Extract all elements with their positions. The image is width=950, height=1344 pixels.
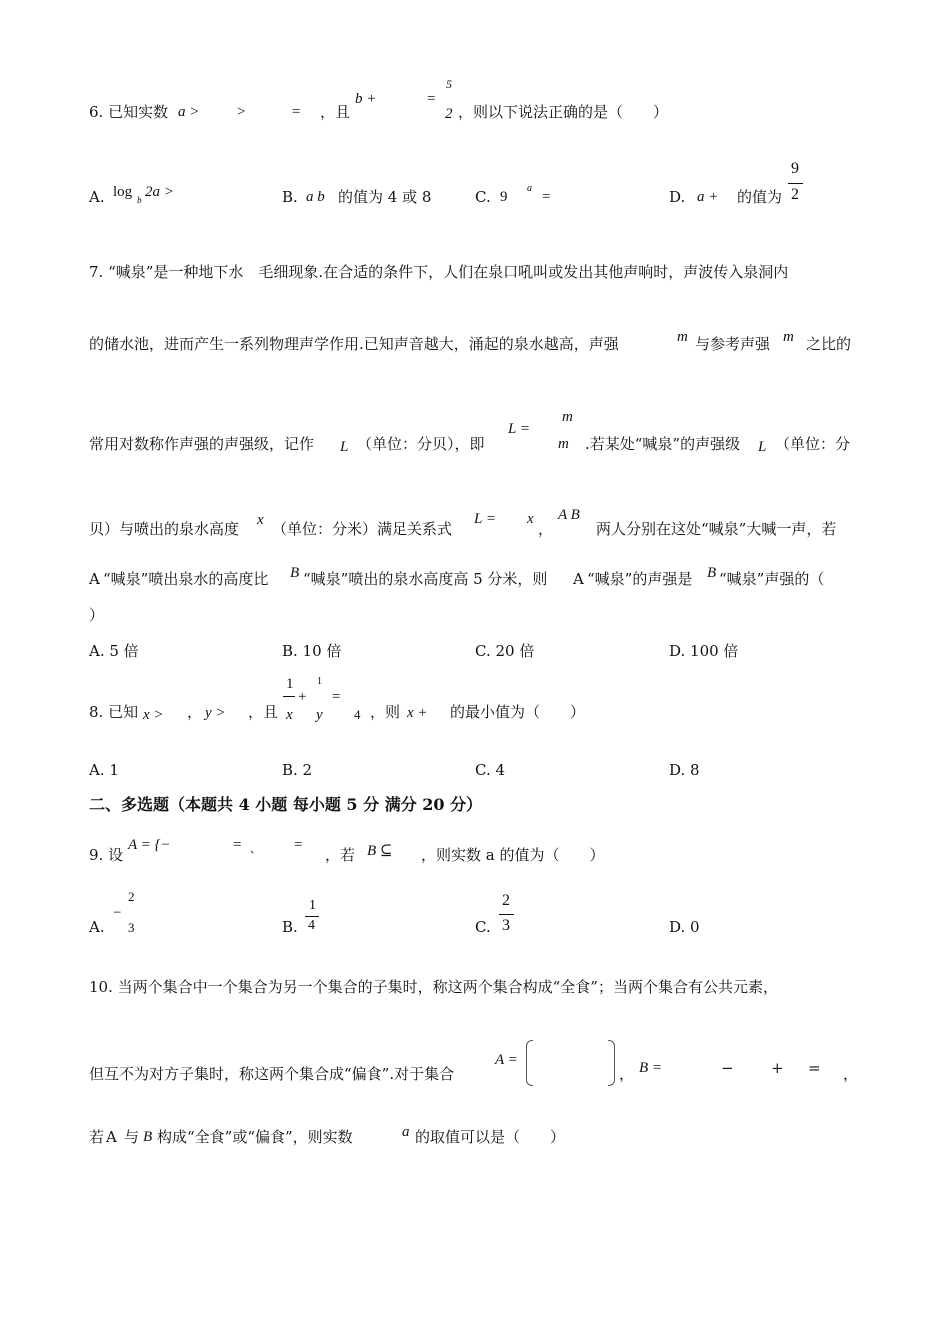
q9-option-b-bot: 4 bbox=[308, 918, 315, 933]
q7-line-5d: “喊泉”声强的（ bbox=[719, 570, 825, 588]
q8-comma1: ， bbox=[187, 703, 203, 721]
q8-mid: ，则 bbox=[370, 703, 401, 721]
q9-option-c-top: 2 bbox=[502, 892, 510, 909]
q10-eq: = bbox=[808, 1059, 821, 1077]
q8-suffix: 的最小值为（ ） bbox=[450, 703, 586, 721]
q6-option-a-rest: 2a > bbox=[145, 184, 174, 200]
q10-plus: + bbox=[771, 1059, 784, 1077]
q6-math-a-gt: a > bbox=[178, 104, 200, 120]
q8-option-a: A. 1 bbox=[89, 761, 119, 779]
q10-set-right-brace bbox=[608, 1040, 615, 1086]
q7-line-5-A2: A bbox=[573, 570, 584, 588]
q6-option-b-text: 的值为 4 或 8 bbox=[338, 188, 432, 206]
q9-mid: ，若 bbox=[325, 846, 356, 864]
q7-m: m bbox=[677, 329, 688, 345]
q6-option-b-label: B. bbox=[282, 188, 298, 206]
q8-frac2-top: 1 bbox=[317, 676, 322, 687]
q10-tail: ， bbox=[843, 1065, 859, 1083]
q8-frac1-top: 1 bbox=[286, 676, 294, 692]
q7-m0: m bbox=[783, 329, 794, 345]
q7-line-2c: 之比的 bbox=[806, 335, 852, 353]
section-2-title: 二、多选题（本题共 4 小题 每小题 5 分 满分 20 分） bbox=[89, 795, 483, 814]
q6-stem-mid: ，且 bbox=[320, 103, 351, 121]
q9-option-a-bot: 3 bbox=[128, 920, 135, 935]
q6-option-c-base: 9 bbox=[500, 189, 508, 205]
q6-option-d-math: a + bbox=[697, 189, 719, 205]
q9-eq2: = bbox=[293, 837, 304, 853]
q7-line-3b: （单位：分贝），即 bbox=[357, 435, 485, 453]
q10-line-3d: 的取值可以是（ ） bbox=[415, 1128, 566, 1146]
q7-line-6: ） bbox=[89, 606, 105, 624]
q7-line-5-B2: B bbox=[707, 565, 717, 581]
q6-option-c-sup: a bbox=[527, 183, 532, 194]
q7-line-4c: 两人分别在这处“喊泉”大喊一声，若 bbox=[596, 520, 837, 538]
q7-L1: L bbox=[340, 439, 349, 455]
q8-frac1-bar bbox=[283, 696, 295, 697]
q9-comma: 、 bbox=[250, 842, 261, 855]
q9-option-c-label: C. bbox=[475, 918, 491, 936]
q7-line-2a: 的储水池，进而产生一系列物理声学作用.已知声音越大，涌起的泉水越高，声强 bbox=[89, 335, 619, 353]
q6-stem-prefix: 6. 已知实数 bbox=[89, 103, 169, 121]
q7-option-b: B. 10 倍 bbox=[282, 642, 342, 660]
q6-option-a-label: A. bbox=[89, 188, 105, 206]
q10-line-1: 10. 当两个集合中一个集合为另一个集合的子集时，称这两个集合构成“全食”；当两个集合有公共元素， bbox=[89, 978, 778, 996]
q9-option-b-top: 1 bbox=[309, 898, 316, 913]
q10-minus: − bbox=[721, 1059, 734, 1077]
q9-option-c-bar bbox=[499, 914, 514, 915]
q6-math-eq: = bbox=[291, 104, 302, 120]
q7-comma: ， bbox=[538, 520, 554, 538]
q10-A: A bbox=[106, 1128, 117, 1146]
q9-option-b-label: B. bbox=[282, 918, 298, 936]
q6-math-b-plus: b + bbox=[355, 91, 377, 107]
q6-option-a-log: log bbox=[113, 184, 133, 200]
q8-frac2-bot: y bbox=[316, 707, 323, 723]
q6-option-a-sub: b bbox=[137, 195, 142, 205]
q6-option-d-frac-top: 9 bbox=[791, 160, 799, 177]
q8-option-c: C. 4 bbox=[475, 761, 506, 779]
q7-line-1: 7. “喊泉”是一种地下水 毛细现象.在合适的条件下，人们在泉口吼叫或发出其他声响时，声波传入泉洞内 bbox=[89, 263, 789, 281]
q8-plus: + bbox=[298, 689, 307, 705]
q7-line-5-B: B bbox=[290, 565, 300, 581]
q8-comma2: ，且 bbox=[248, 703, 279, 721]
q8-rhs: 4 bbox=[354, 707, 361, 722]
q6-option-b-math: a b bbox=[306, 189, 325, 205]
q7-line-5c: “喊泉”的声强是 bbox=[587, 570, 693, 588]
q6-math-gt: > bbox=[236, 104, 247, 120]
q9-eq: = bbox=[232, 837, 243, 853]
q7-rel-x: x bbox=[527, 511, 534, 527]
q9-option-c-bot: 3 bbox=[502, 917, 510, 934]
q7-option-c: C. 20 倍 bbox=[475, 642, 535, 660]
q9-option-d: D. 0 bbox=[669, 918, 700, 936]
q6-option-d-frac-bar bbox=[788, 183, 803, 184]
q10-comma: ， bbox=[619, 1065, 635, 1083]
q7-formula-top: m bbox=[562, 409, 573, 425]
q10-line-3b: 与 bbox=[124, 1128, 140, 1146]
q9-set-A: A = {− bbox=[128, 837, 171, 853]
q8-x-gt: x > bbox=[143, 707, 164, 723]
q6-math-eq2: = bbox=[426, 91, 437, 107]
q9-prefix: 9. 设 bbox=[89, 846, 124, 864]
q8-option-d: D. 8 bbox=[669, 761, 700, 779]
q10-a: a bbox=[402, 1124, 410, 1140]
q7-rel-lhs: L = bbox=[474, 511, 496, 527]
q10-B: B bbox=[143, 1129, 153, 1145]
q7-formula-bot: m bbox=[558, 436, 569, 452]
q8-y-gt: y > bbox=[205, 705, 226, 721]
q6-option-d-label: D. bbox=[669, 188, 686, 206]
q8-frac1-bot: x bbox=[286, 707, 293, 723]
q7-line-3a: 常用对数称作声强的声强级，记作 bbox=[89, 435, 315, 453]
q10-line-2a: 但互不为对方子集时，称这两个集合成“偏食”.对于集合 bbox=[89, 1065, 455, 1083]
q10-line-3c: 构成“全食”或“偏食”，则实数 bbox=[157, 1128, 353, 1146]
q7-option-d: D. 100 倍 bbox=[669, 642, 739, 660]
q6-frac-bot: 2 bbox=[445, 106, 453, 122]
q9-option-b-bar bbox=[305, 916, 319, 917]
q10-A-eq: A = bbox=[495, 1052, 518, 1068]
q10-set-left-brace bbox=[526, 1040, 533, 1086]
q9-B-sub: B ⊆ bbox=[367, 843, 393, 859]
q6-option-c-label: C. bbox=[475, 188, 491, 206]
q7-formula-lhs: L = bbox=[508, 421, 530, 437]
q9-option-a-top: 2 bbox=[128, 889, 135, 904]
q9-option-a-sign: − bbox=[113, 905, 122, 921]
q10-B-eq: B = bbox=[639, 1060, 663, 1076]
q7-line-4b: （单位：分米）满足关系式 bbox=[272, 520, 453, 538]
q6-frac-top: 5 bbox=[446, 77, 452, 91]
q6-option-d-frac-bot: 2 bbox=[791, 186, 799, 203]
q7-line-2b: 与参考声强 bbox=[695, 335, 771, 353]
q7-line-5a: “喊泉”喷出泉水的高度比 bbox=[103, 570, 269, 588]
q8-eq: = bbox=[332, 689, 341, 705]
q7-line-5b: “喊泉”喷出的泉水高度高 5 分米，则 bbox=[303, 570, 548, 588]
q7-line-5-A: A bbox=[89, 570, 100, 588]
q7-option-a: A. 5 倍 bbox=[89, 642, 139, 660]
q8-x-plus: x + bbox=[407, 705, 428, 721]
q7-line-3c: .若某处“喊泉”的声强级 bbox=[585, 435, 741, 453]
q8-prefix: 8. 已知 bbox=[89, 703, 139, 721]
q8-option-b: B. 2 bbox=[282, 761, 313, 779]
q7-line-3d: （单位：分 bbox=[775, 435, 851, 453]
q9-suffix: ，则实数 a 的值为（ ） bbox=[421, 846, 605, 864]
q7-L2: L bbox=[758, 439, 767, 455]
q9-option-a-label: A. bbox=[89, 918, 105, 936]
q6-stem-suffix: ，则以下说法正确的是（ ） bbox=[458, 103, 669, 121]
q6-option-d-text: 的值为 bbox=[737, 188, 783, 206]
q7-line-4a: 贝）与喷出的泉水高度 bbox=[89, 520, 240, 538]
q10-line-3a: 若 bbox=[89, 1128, 105, 1146]
q6-option-c-rest: = bbox=[541, 189, 552, 205]
q7-x: x bbox=[257, 512, 264, 528]
q7-AB: A B bbox=[558, 507, 580, 523]
